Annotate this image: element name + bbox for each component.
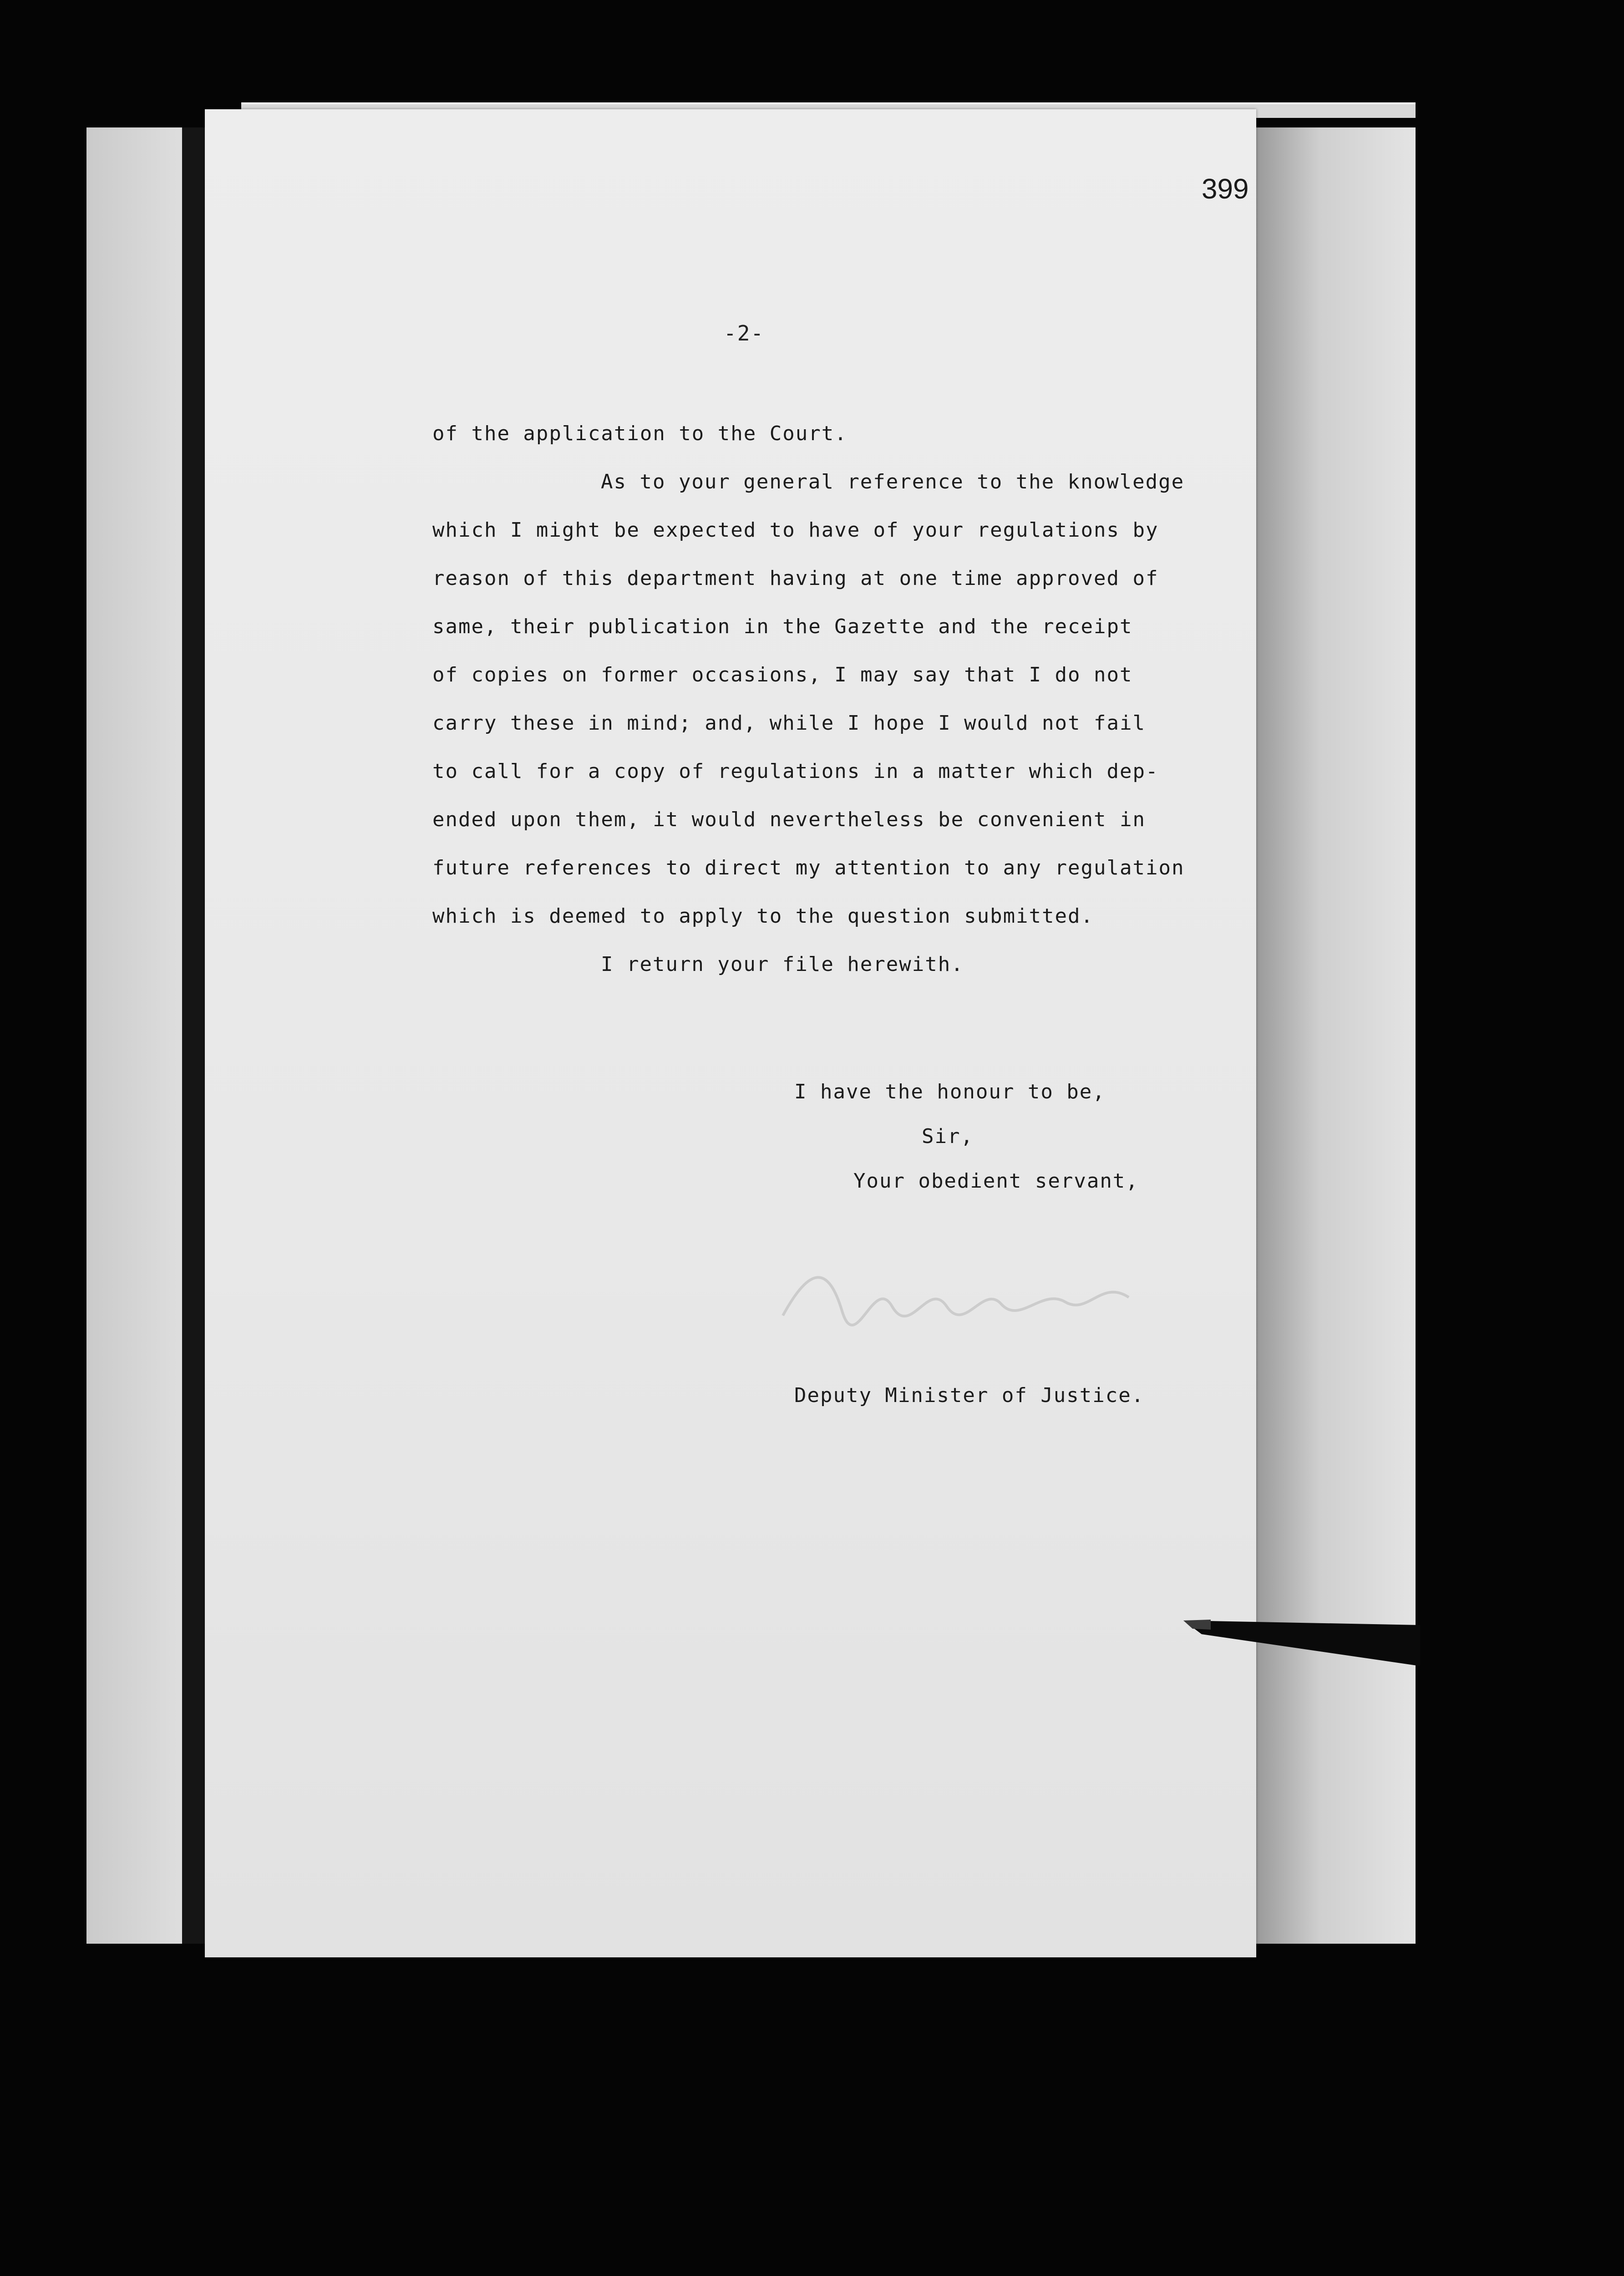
body-line: carry these in mind; and, while I hope I would not fail — [432, 711, 1146, 735]
right-page-shadow — [1256, 127, 1416, 1944]
closing-line: I have the honour to be, — [794, 1080, 1106, 1103]
body-line: which is deemed to apply to the question submitted. — [432, 904, 1094, 928]
pen-pointer — [1183, 1607, 1420, 1671]
faint-signature — [774, 1247, 1138, 1338]
body-line: future references to direct my attention to any regulation — [432, 856, 1185, 879]
page-number: 399 — [1202, 173, 1249, 205]
body-line: I return your file herewith. — [601, 953, 964, 976]
body-line: As to your general reference to the knowledge — [601, 470, 1185, 493]
body-line: reason of this department having at one time approved of — [432, 567, 1159, 590]
letter-page — [205, 109, 1256, 1957]
closing-salutation: Sir, — [922, 1125, 974, 1148]
body-line: of the application to the Court. — [432, 422, 848, 445]
signer-title: Deputy Minister of Justice. — [794, 1384, 1145, 1407]
body-line: which I might be expected to have of your regulations by — [432, 518, 1159, 542]
closing-line: Your obedient servant, — [853, 1169, 1139, 1193]
letter-body — [432, 410, 1233, 989]
left-page-strip — [86, 127, 182, 1944]
body-line: same, their publication in the Gazette and the receipt — [432, 615, 1133, 638]
body-line: of copies on former occasions, I may say that I do not — [432, 663, 1133, 686]
letter-closing — [794, 1070, 1139, 1204]
body-line: to call for a copy of regulations in a matter which dep- — [432, 760, 1159, 783]
page-mark: -2- — [724, 321, 765, 345]
body-line: ended upon them, it would nevertheless be convenient in — [432, 808, 1146, 831]
binding-spine — [182, 127, 205, 1944]
